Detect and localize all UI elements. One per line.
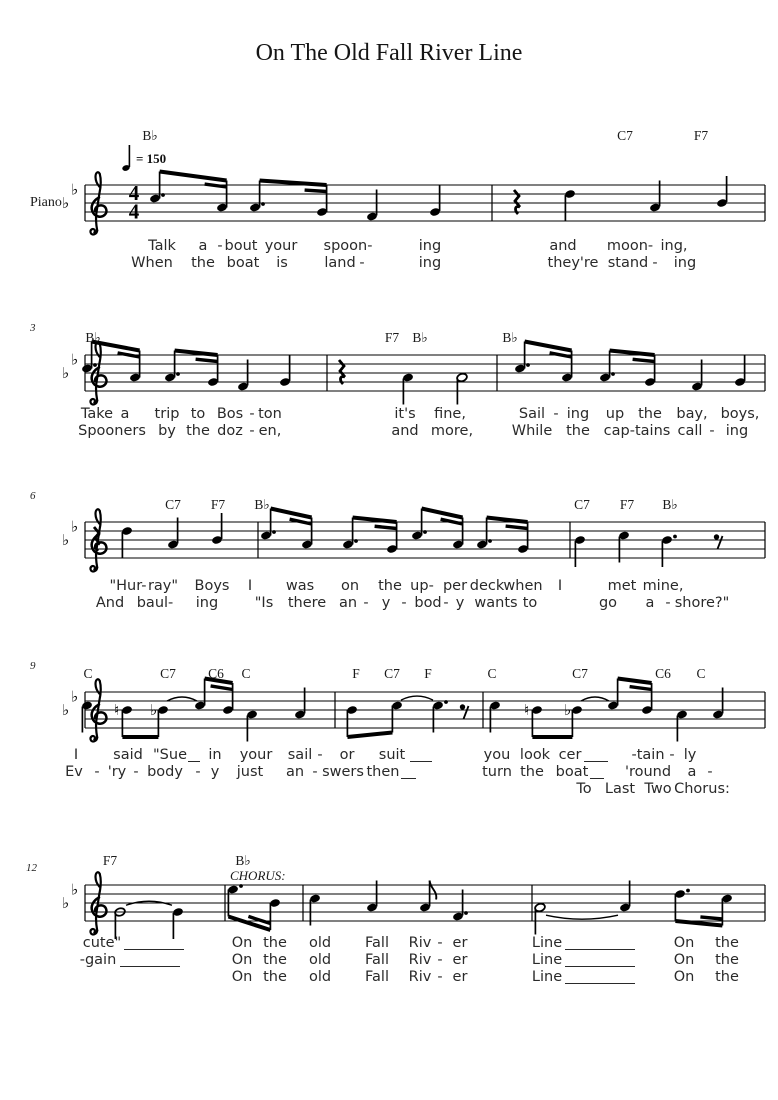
lyric-word: body (147, 764, 183, 780)
system-2 (62, 342, 765, 405)
lyric-word: the (378, 578, 402, 594)
lyric-word: it's (394, 406, 416, 422)
chorus-label: CHORUS: (230, 868, 286, 883)
beam (487, 518, 528, 523)
lyric-word: I (557, 578, 563, 594)
lyric-word: - (437, 969, 443, 985)
beam (422, 509, 463, 518)
chord-label: C6 (655, 666, 671, 681)
lyric-word: cute" (82, 935, 122, 951)
page-title: On The Old Fall River Line (255, 40, 523, 66)
treble-clef-icon (95, 679, 99, 693)
lyric-word: to (190, 406, 206, 422)
lyric-word: Fall (365, 935, 389, 951)
lyric-word: fine, (434, 406, 466, 422)
lyric-word: a (645, 595, 655, 611)
time-signature: 4 (128, 181, 140, 205)
lyric-word: the (715, 952, 739, 968)
lyric-word: - (665, 595, 671, 611)
lyric-word: shore?" (674, 595, 730, 611)
augmentation-dot (354, 539, 358, 543)
lyric-word: Take (80, 406, 114, 422)
lyric-word: ing (418, 238, 442, 254)
lyric-word: and (549, 238, 577, 254)
lyric-word: swers (322, 764, 364, 780)
partial-beam (550, 353, 572, 357)
lyric-word: Riv (408, 952, 432, 968)
lyric-word: - (553, 406, 559, 422)
partial-beam (630, 687, 652, 690)
flat-icon: ♭ (71, 350, 79, 369)
tie (546, 915, 618, 919)
beam (347, 733, 392, 738)
lyric-word: they're (547, 255, 599, 271)
lyric-word: - (401, 595, 407, 611)
lyric-word: Boys (194, 578, 230, 594)
beam (610, 351, 655, 356)
lyric-word: en, (258, 423, 282, 439)
lyric-word: ing (566, 406, 590, 422)
beam (353, 518, 397, 523)
lyric-word: When (131, 255, 173, 271)
beam (160, 172, 227, 181)
augmentation-dot (93, 363, 97, 367)
lyric-word: - (652, 255, 658, 271)
lyric-word: an (285, 764, 305, 780)
augmentation-dot (239, 884, 243, 888)
augmentation-dot (272, 530, 276, 534)
lyric-word: er (452, 952, 468, 968)
lyric-word: - (669, 747, 675, 763)
lyric-word: a (198, 238, 208, 254)
lyric-word: Talk (148, 238, 176, 254)
tie (401, 696, 433, 700)
flat-icon: ♭ (62, 531, 70, 549)
chord-label: B♭ (412, 330, 428, 345)
lyric-word: look (519, 747, 551, 763)
lyric-word: "Is (254, 595, 274, 611)
lyric-word: up (605, 406, 625, 422)
lyric-word: - (443, 595, 449, 611)
chord-label: C7 (160, 666, 176, 681)
augmentation-dot (161, 193, 165, 197)
melisma-line (565, 983, 635, 984)
partial-beam (506, 526, 528, 528)
chord-label: C (83, 666, 93, 681)
augmentation-dot (444, 700, 448, 704)
lyric-word: - (217, 238, 223, 254)
chord-label: F (424, 666, 432, 681)
flat-icon: ♭ (62, 194, 70, 212)
lyric-word: wants (474, 595, 518, 611)
lyric-word: On (231, 969, 253, 985)
lyric-word: by (158, 423, 176, 439)
augmentation-dot (423, 530, 427, 534)
lyric-word: y (210, 764, 220, 780)
lyric-word: Fall (365, 969, 389, 985)
lyric-word: said (113, 747, 143, 763)
lyric-word: Two (644, 781, 672, 797)
melisma-line (565, 966, 635, 967)
flat-icon: ♭ (71, 180, 79, 199)
lyric-word: bay, (676, 406, 708, 422)
lyric-word: just (236, 764, 264, 780)
augmentation-dot (261, 202, 265, 206)
quarter-rest (514, 190, 520, 207)
chord-label: F7 (693, 128, 709, 143)
lyric-word: "Sue (153, 747, 187, 763)
lyric-word: - (707, 764, 713, 780)
lyric-word: Spooners (78, 423, 146, 439)
lyric-word: baul- (136, 595, 174, 611)
lyric-word: - (709, 423, 715, 439)
chord-label: C (241, 666, 251, 681)
partial-beam (700, 917, 722, 919)
lyric-word: doz (217, 423, 243, 439)
lyric-word: there (287, 595, 327, 611)
chord-label: C7 (384, 666, 400, 681)
chord-label: B♭ (142, 128, 158, 143)
lyric-word: er (452, 969, 468, 985)
augmentation-dot (686, 889, 690, 893)
lyric-word: bout (224, 238, 258, 254)
lyric-word: old (308, 952, 332, 968)
system-4 (62, 679, 765, 742)
eighth-rest (714, 534, 719, 539)
chord-label: C7 (617, 128, 633, 143)
lyric-word: On (673, 935, 695, 951)
lyric-word: the (638, 406, 662, 422)
lyric-word: - (437, 952, 443, 968)
lyric-word: the (263, 952, 287, 968)
augmentation-dot (526, 363, 530, 367)
partial-beam (211, 686, 233, 690)
beam (525, 342, 572, 351)
augmentation-dot (488, 539, 492, 543)
treble-clef-icon (95, 872, 99, 886)
lyric-word: - (363, 595, 369, 611)
chord-label: F7 (210, 497, 226, 512)
lyric-word: boat (555, 764, 589, 780)
lyric-word: trip (154, 406, 180, 422)
lyric-word: Fall (365, 952, 389, 968)
lyric-word: - (249, 423, 255, 439)
lyric-word: y (455, 595, 465, 611)
lyric-word: er (452, 935, 468, 951)
chord-label: C7 (572, 666, 588, 681)
tie (167, 697, 197, 701)
measure-number: 12 (26, 862, 37, 874)
lyric-word: cer (558, 747, 582, 763)
lyric-word: met (607, 578, 637, 594)
tie (581, 697, 609, 701)
lyric-word: On (231, 935, 253, 951)
lyric-word: To (576, 781, 592, 797)
lyric-word: when (503, 578, 543, 594)
lyric-word: your (239, 747, 273, 763)
lyric-word: Chorus: (674, 781, 730, 797)
flat-icon: ♭ (62, 701, 70, 719)
flat-icon: ♭ (62, 894, 70, 912)
flat-icon: ♭ (71, 880, 79, 899)
lyric-word: the (566, 423, 590, 439)
system-5 (62, 872, 765, 939)
beam (618, 679, 652, 684)
lyric-word: ing (418, 255, 442, 271)
partial-beam (375, 526, 397, 528)
quarter-rest (341, 377, 345, 384)
lyric-word: - (94, 764, 100, 780)
lyric-word: Line (531, 952, 563, 968)
lyric-word: bod (414, 595, 442, 611)
lyric-word: you (483, 747, 511, 763)
chord-label: B♭ (502, 330, 518, 345)
chord-label: F7 (384, 330, 400, 345)
partial-beam (118, 353, 140, 357)
melisma-line (124, 949, 184, 950)
augmentation-dot (464, 911, 468, 915)
lyric-word: is (276, 255, 288, 271)
chord-label: C6 (208, 666, 224, 681)
lyric-word: the (263, 969, 287, 985)
lyric-word: or (339, 747, 355, 763)
chord-label: B♭ (254, 497, 270, 512)
lyric-word: - (359, 255, 365, 271)
lyric-word: ton (258, 406, 282, 422)
lyric-word: more, (430, 423, 474, 439)
lyric-word: deck (469, 578, 505, 594)
chord-label: B♭ (662, 497, 678, 512)
augmentation-dot (673, 535, 677, 539)
lyric-word: then (366, 764, 400, 780)
lyric-word: ing (725, 423, 749, 439)
partial-beam (290, 519, 312, 524)
melisma-line (565, 949, 635, 950)
system-1 (62, 172, 765, 235)
lyric-word: moon- (606, 238, 654, 254)
lyric-word: the (186, 423, 210, 439)
tempo-marking: = 150 (136, 151, 167, 166)
lyric-word: the (715, 969, 739, 985)
lyric-word: - (312, 764, 318, 780)
lyric-word: Bos (216, 406, 244, 422)
chord-label: C (487, 666, 497, 681)
lyric-word: your (264, 238, 298, 254)
lyric-word: On (673, 969, 695, 985)
lyric-word: On (673, 952, 695, 968)
lyric-word: And (95, 595, 125, 611)
lyric-word: call (677, 423, 703, 439)
flat-icon: ♭ (564, 701, 572, 719)
lyric-word: On (231, 952, 253, 968)
lyric-word: mine, (642, 578, 684, 594)
beam (271, 509, 312, 518)
lyric-word: ly (683, 747, 697, 763)
lyric-word: sail (287, 747, 313, 763)
system-3 (62, 509, 765, 572)
lyric-word: Sail (518, 406, 546, 422)
measure-number: 9 (30, 660, 36, 672)
eighth-flag (430, 881, 437, 900)
lyric-word: ing, (660, 238, 688, 254)
lyric-word: an (338, 595, 358, 611)
treble-clef-icon (95, 172, 99, 186)
lyric-word: boys, (720, 406, 760, 422)
lyric-word: ing (195, 595, 219, 611)
melisma-line (401, 778, 416, 779)
chord-label: F (352, 666, 360, 681)
beam (175, 351, 218, 356)
lyric-word: the (715, 935, 739, 951)
lyric-word: I (247, 578, 253, 594)
lyric-word: boat (226, 255, 260, 271)
melisma-line (120, 966, 180, 967)
lyric-word: stand (607, 255, 649, 271)
lyric-word: to (522, 595, 538, 611)
partial-beam (441, 519, 463, 524)
lyric-word: I (73, 747, 79, 763)
lyric-word: a (687, 764, 697, 780)
melisma-line (584, 761, 608, 762)
lyric-word: y (381, 595, 391, 611)
beam (260, 181, 327, 186)
chord-label: F7 (102, 853, 118, 868)
lyric-word: the (191, 255, 215, 271)
lyric-word: was (285, 578, 315, 594)
lyric-word: suit (378, 747, 406, 763)
flat-icon: ♭ (62, 364, 70, 382)
treble-clef-icon (95, 509, 99, 523)
lyric-word: the (520, 764, 544, 780)
lyric-word: - (249, 406, 255, 422)
partial-beam (196, 359, 218, 361)
lyric-word: - (317, 747, 323, 763)
chord-label: F7 (619, 497, 635, 512)
chord-label: B♭ (235, 853, 251, 868)
lyric-word: spoon- (323, 238, 373, 254)
melisma-line (188, 761, 200, 762)
natural-icon: ♮ (524, 701, 530, 719)
lyric-word: on (340, 578, 360, 594)
chord-label: C7 (574, 497, 590, 512)
augmentation-dot (176, 372, 180, 376)
lyric-word: old (308, 935, 332, 951)
measure-number: 3 (30, 322, 36, 334)
instrument-label: Piano (30, 195, 62, 210)
eighth-rest (460, 704, 465, 709)
chord-label: C (696, 666, 706, 681)
lyric-word: per (442, 578, 468, 594)
lyric-word: a (120, 406, 130, 422)
lyric-word: go (598, 595, 618, 611)
quarter-rest (339, 360, 345, 377)
time-signature: 4 (128, 199, 140, 224)
lyric-word: land (324, 255, 356, 271)
flat-icon: ♭ (71, 687, 79, 706)
lyric-word: cap-tains (603, 423, 671, 439)
melisma-line (590, 778, 604, 779)
lyric-word: ray" (147, 578, 179, 594)
lyric-word: 'round (624, 764, 672, 780)
lyric-word: the (263, 935, 287, 951)
lyric-word: "Hur- (109, 578, 147, 594)
measure-number: 6 (30, 490, 36, 502)
lyric-word: -gain (79, 952, 117, 968)
chord-label: B♭ (85, 330, 101, 345)
partial-beam (305, 190, 327, 191)
lyric-word: Riv (408, 935, 432, 951)
lyric-word: -tain (631, 747, 665, 763)
flat-icon: ♭ (71, 517, 79, 536)
lyric-word: Line (531, 935, 563, 951)
melisma-line (410, 761, 432, 762)
lyric-word: ing (673, 255, 697, 271)
chord-label: C7 (165, 497, 181, 512)
lyric-word: - (437, 935, 443, 951)
lyric-word: old (308, 969, 332, 985)
quarter-rest (516, 207, 520, 214)
lyric-word: Last (604, 781, 636, 797)
lyric-word: Ev (65, 764, 83, 780)
augmentation-dot (611, 372, 615, 376)
lyric-word: Riv (408, 969, 432, 985)
lyric-word: and (391, 423, 419, 439)
partial-beam (633, 359, 655, 361)
lyric-word: While (511, 423, 553, 439)
beam (675, 921, 722, 926)
lyric-word: - (195, 764, 201, 780)
lyric-word: turn (482, 764, 512, 780)
flat-icon: ♭ (150, 701, 158, 719)
lyric-word: - (133, 764, 139, 780)
lyric-word: up- (410, 578, 434, 594)
lyric-word: in (208, 747, 222, 763)
lyric-word: 'ry (107, 764, 127, 780)
natural-icon: ♮ (114, 701, 120, 719)
lyric-word: Line (531, 969, 563, 985)
